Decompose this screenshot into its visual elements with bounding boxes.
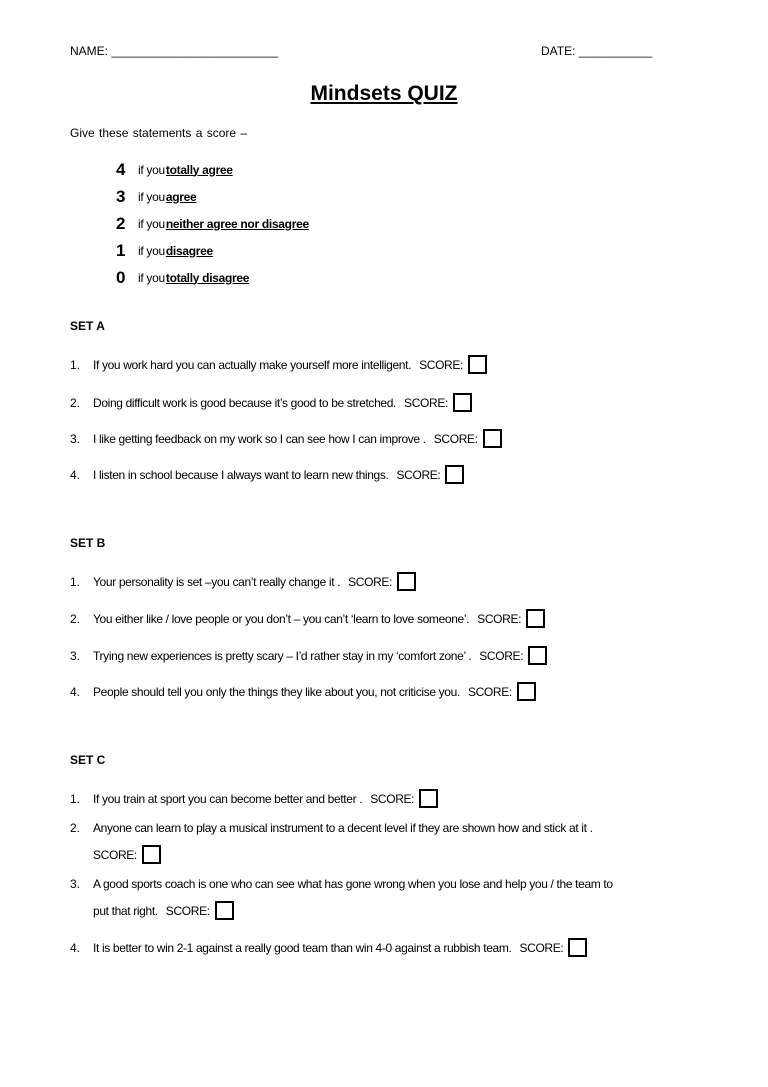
question-number: 2.: [70, 821, 81, 835]
question-number: 2.: [70, 612, 81, 626]
question-number: 3.: [70, 877, 81, 891]
question-text: Trying new experiences is pretty scary – I’d rather stay in my ‘comfort zone’ .: [93, 649, 472, 663]
scale-prefix: if you: [138, 216, 165, 231]
set-a-heading: SET A: [70, 319, 105, 333]
question-text-cont: put that right.: [93, 904, 158, 918]
score-label: SCORE:: [404, 396, 448, 410]
question-text: I listen in school because I always want to learn new things.: [93, 468, 389, 482]
scale-prefix: if you: [138, 243, 165, 258]
score-box[interactable]: [453, 393, 472, 412]
question-number: 1.: [70, 358, 81, 372]
question-number: 4.: [70, 685, 81, 699]
question-number: 1.: [70, 792, 81, 806]
score-box[interactable]: [568, 938, 587, 957]
score-label: SCORE:: [370, 792, 415, 806]
scale-number: 2: [116, 213, 126, 233]
score-label: SCORE:: [477, 612, 522, 626]
scale-number: 3: [116, 186, 126, 206]
score-label: SCORE:: [93, 848, 137, 862]
score-box[interactable]: [419, 789, 438, 808]
scale-row: [116, 264, 309, 291]
question-a1: [70, 355, 487, 374]
question-number: 2.: [70, 396, 81, 410]
question-number: 3.: [70, 649, 81, 663]
question-text: People should tell you only the things they like about you, not criticise you.: [93, 685, 460, 699]
question-a4: [70, 465, 464, 484]
score-box[interactable]: [397, 572, 416, 591]
scale-term: totally disagree: [165, 270, 250, 285]
score-label: SCORE:: [348, 575, 393, 589]
score-label: SCORE:: [165, 904, 210, 918]
instructions: Give these statements a score –: [70, 126, 248, 140]
question-a2: [70, 393, 472, 412]
scale-row: [116, 237, 309, 264]
score-label: SCORE:: [433, 432, 478, 446]
question-text: If you train at sport you can become better and better .: [93, 792, 363, 806]
scale-row: [116, 183, 309, 210]
score-scale: [116, 156, 309, 291]
score-box[interactable]: [526, 609, 545, 628]
title-text: Mindsets QUIZ: [310, 82, 458, 105]
set-c-heading: SET C: [70, 753, 106, 767]
scale-prefix: if you: [138, 270, 165, 285]
score-box[interactable]: [215, 901, 234, 920]
question-b2: [70, 609, 545, 628]
scale-term: disagree: [165, 243, 213, 258]
scale-term: agree: [165, 189, 197, 204]
score-label: SCORE:: [519, 941, 564, 955]
question-text: You either like / love people or you don’t – you can’t ‘learn to love someone’.: [93, 612, 470, 626]
question-text: I like getting feedback on my work so I can see how I can improve .: [93, 432, 426, 446]
scale-number: 0: [116, 267, 126, 287]
question-text: Anyone can learn to play a musical instrument to a decent level if they are shown how and stick at it .: [93, 821, 593, 835]
question-c4: [70, 938, 587, 957]
question-c1: [70, 789, 438, 808]
question-b4: [70, 682, 536, 701]
scale-row: [116, 210, 309, 237]
score-box[interactable]: [142, 845, 161, 864]
scale-row: [116, 156, 309, 183]
score-box[interactable]: [468, 355, 487, 374]
question-c2: [70, 820, 593, 836]
scale-number: 1: [116, 240, 126, 260]
scale-prefix: if you: [138, 189, 165, 204]
question-number: 4.: [70, 468, 81, 482]
question-c2-score-line: [70, 845, 161, 864]
question-number: 3.: [70, 432, 81, 446]
scale-number: 4: [116, 159, 126, 179]
score-label: SCORE:: [467, 685, 512, 699]
score-box[interactable]: [445, 465, 464, 484]
score-box[interactable]: [483, 429, 502, 448]
score-label: SCORE:: [396, 468, 441, 482]
question-text: Your personality is set –you can’t really change it .: [93, 575, 341, 589]
score-box[interactable]: [528, 646, 547, 665]
date-field: DATE: ___________: [541, 44, 653, 58]
question-text: A good sports coach is one who can see what has gone wrong when you lose and help you / the team to: [93, 877, 613, 891]
scale-term: totally agree: [165, 162, 233, 177]
score-box[interactable]: [517, 682, 536, 701]
scale-prefix: if you: [138, 162, 165, 177]
question-number: 1.: [70, 575, 81, 589]
score-label: SCORE:: [479, 649, 524, 663]
page-title: [0, 82, 768, 106]
set-b-heading: SET B: [70, 536, 106, 550]
question-text: Doing difficult work is good because it’s good to be stretched.: [93, 396, 397, 410]
name-field: NAME: _________________________: [70, 44, 279, 58]
question-c3-line2: [70, 901, 234, 920]
score-label: SCORE:: [419, 358, 464, 372]
scale-term: neither agree nor disagree: [165, 216, 309, 231]
question-b3: [70, 646, 547, 665]
question-number: 4.: [70, 941, 81, 955]
question-a3: [70, 429, 502, 448]
question-c3: [70, 876, 613, 892]
question-text: If you work hard you can actually make yourself more intelligent.: [93, 358, 412, 372]
question-b1: [70, 572, 416, 591]
question-text: It is better to win 2-1 against a really good team than win 4-0 against a rubbish team.: [93, 941, 512, 955]
